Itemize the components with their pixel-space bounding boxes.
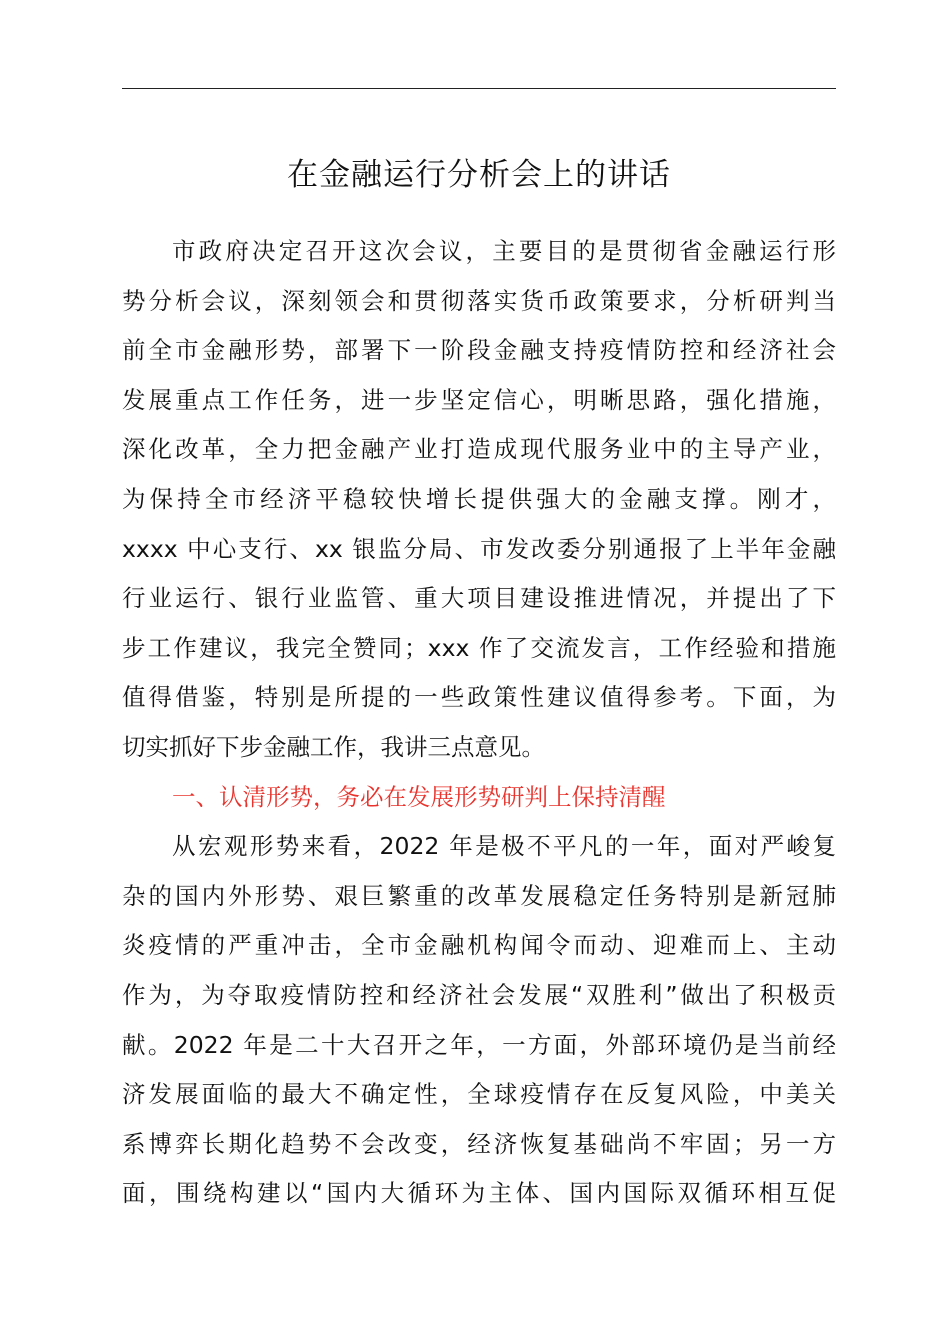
- document-title: 在金融运行分析会上的讲话: [287, 157, 671, 193]
- text-line: 系博弈长期化趋势不会改变，经济恢复基础尚不牢固；另一方: [122, 1129, 836, 1158]
- text-line: 前全市金融形势，部署下一阶段金融支持疫情防控和经济社会: [122, 336, 836, 365]
- document-body: [122, 227, 836, 1219]
- section-heading-1: 一、认清形势，务必在发展形势研判上保持清醒: [172, 782, 666, 811]
- paragraph-2: [122, 822, 836, 1219]
- text-line: 深化改革，全力把金融产业打造成现代服务业中的主导产业，: [122, 435, 836, 464]
- text-line: 面，围绕构建以“国内大循环为主体、国内国际双循环相互促: [122, 1179, 836, 1208]
- text-line: 势分析会议，深刻领会和贯彻落实货币政策要求，分析研判当: [122, 286, 836, 315]
- text-line: 济发展面临的最大不确定性，全球疫情存在反复风险，中美关: [122, 1080, 836, 1109]
- text-line: 值得借鉴，特别是所提的一些政策性建议值得参考。下面，为: [122, 683, 836, 712]
- header-rule: [122, 88, 836, 89]
- paragraph-1: [122, 227, 836, 773]
- text-line: 炎疫情的严重冲击，全市金融机构闻令而动、迎难而上、主动: [122, 931, 836, 960]
- text-line: 行业运行、银行业监管、重大项目建设推进情况，并提出了下: [122, 584, 836, 613]
- text-line: 发展重点工作任务，进一步坚定信心，明晰思路，强化措施，: [122, 385, 836, 414]
- text-line: 从宏观形势来看，2022 年是极不平凡的一年，面对严峻复: [172, 832, 836, 861]
- text-line: 步工作建议，我完全赞同；xxx 作了交流发言，工作经验和措施: [122, 633, 836, 662]
- text-line: 切实抓好下步金融工作，我讲三点意见。: [122, 732, 545, 761]
- text-line: xxxx 中心支行、xx 银监分局、市发改委分别通报了上半年金融: [122, 534, 836, 563]
- text-line: 市政府决定召开这次会议，主要目的是贯彻省金融运行形: [172, 237, 836, 265]
- text-line: 献。2022 年是二十大召开之年，一方面，外部环境仍是当前经: [122, 1030, 836, 1059]
- text-line: 作为，为夺取疫情防控和经济社会发展“双胜利”做出了积极贡: [122, 980, 836, 1009]
- text-line: 杂的国内外形势、艰巨繁重的改革发展稳定任务特别是新冠肺: [122, 881, 836, 910]
- text-line: 为保持全市经济平稳较快增长提供强大的金融支撑。刚才，: [122, 484, 836, 513]
